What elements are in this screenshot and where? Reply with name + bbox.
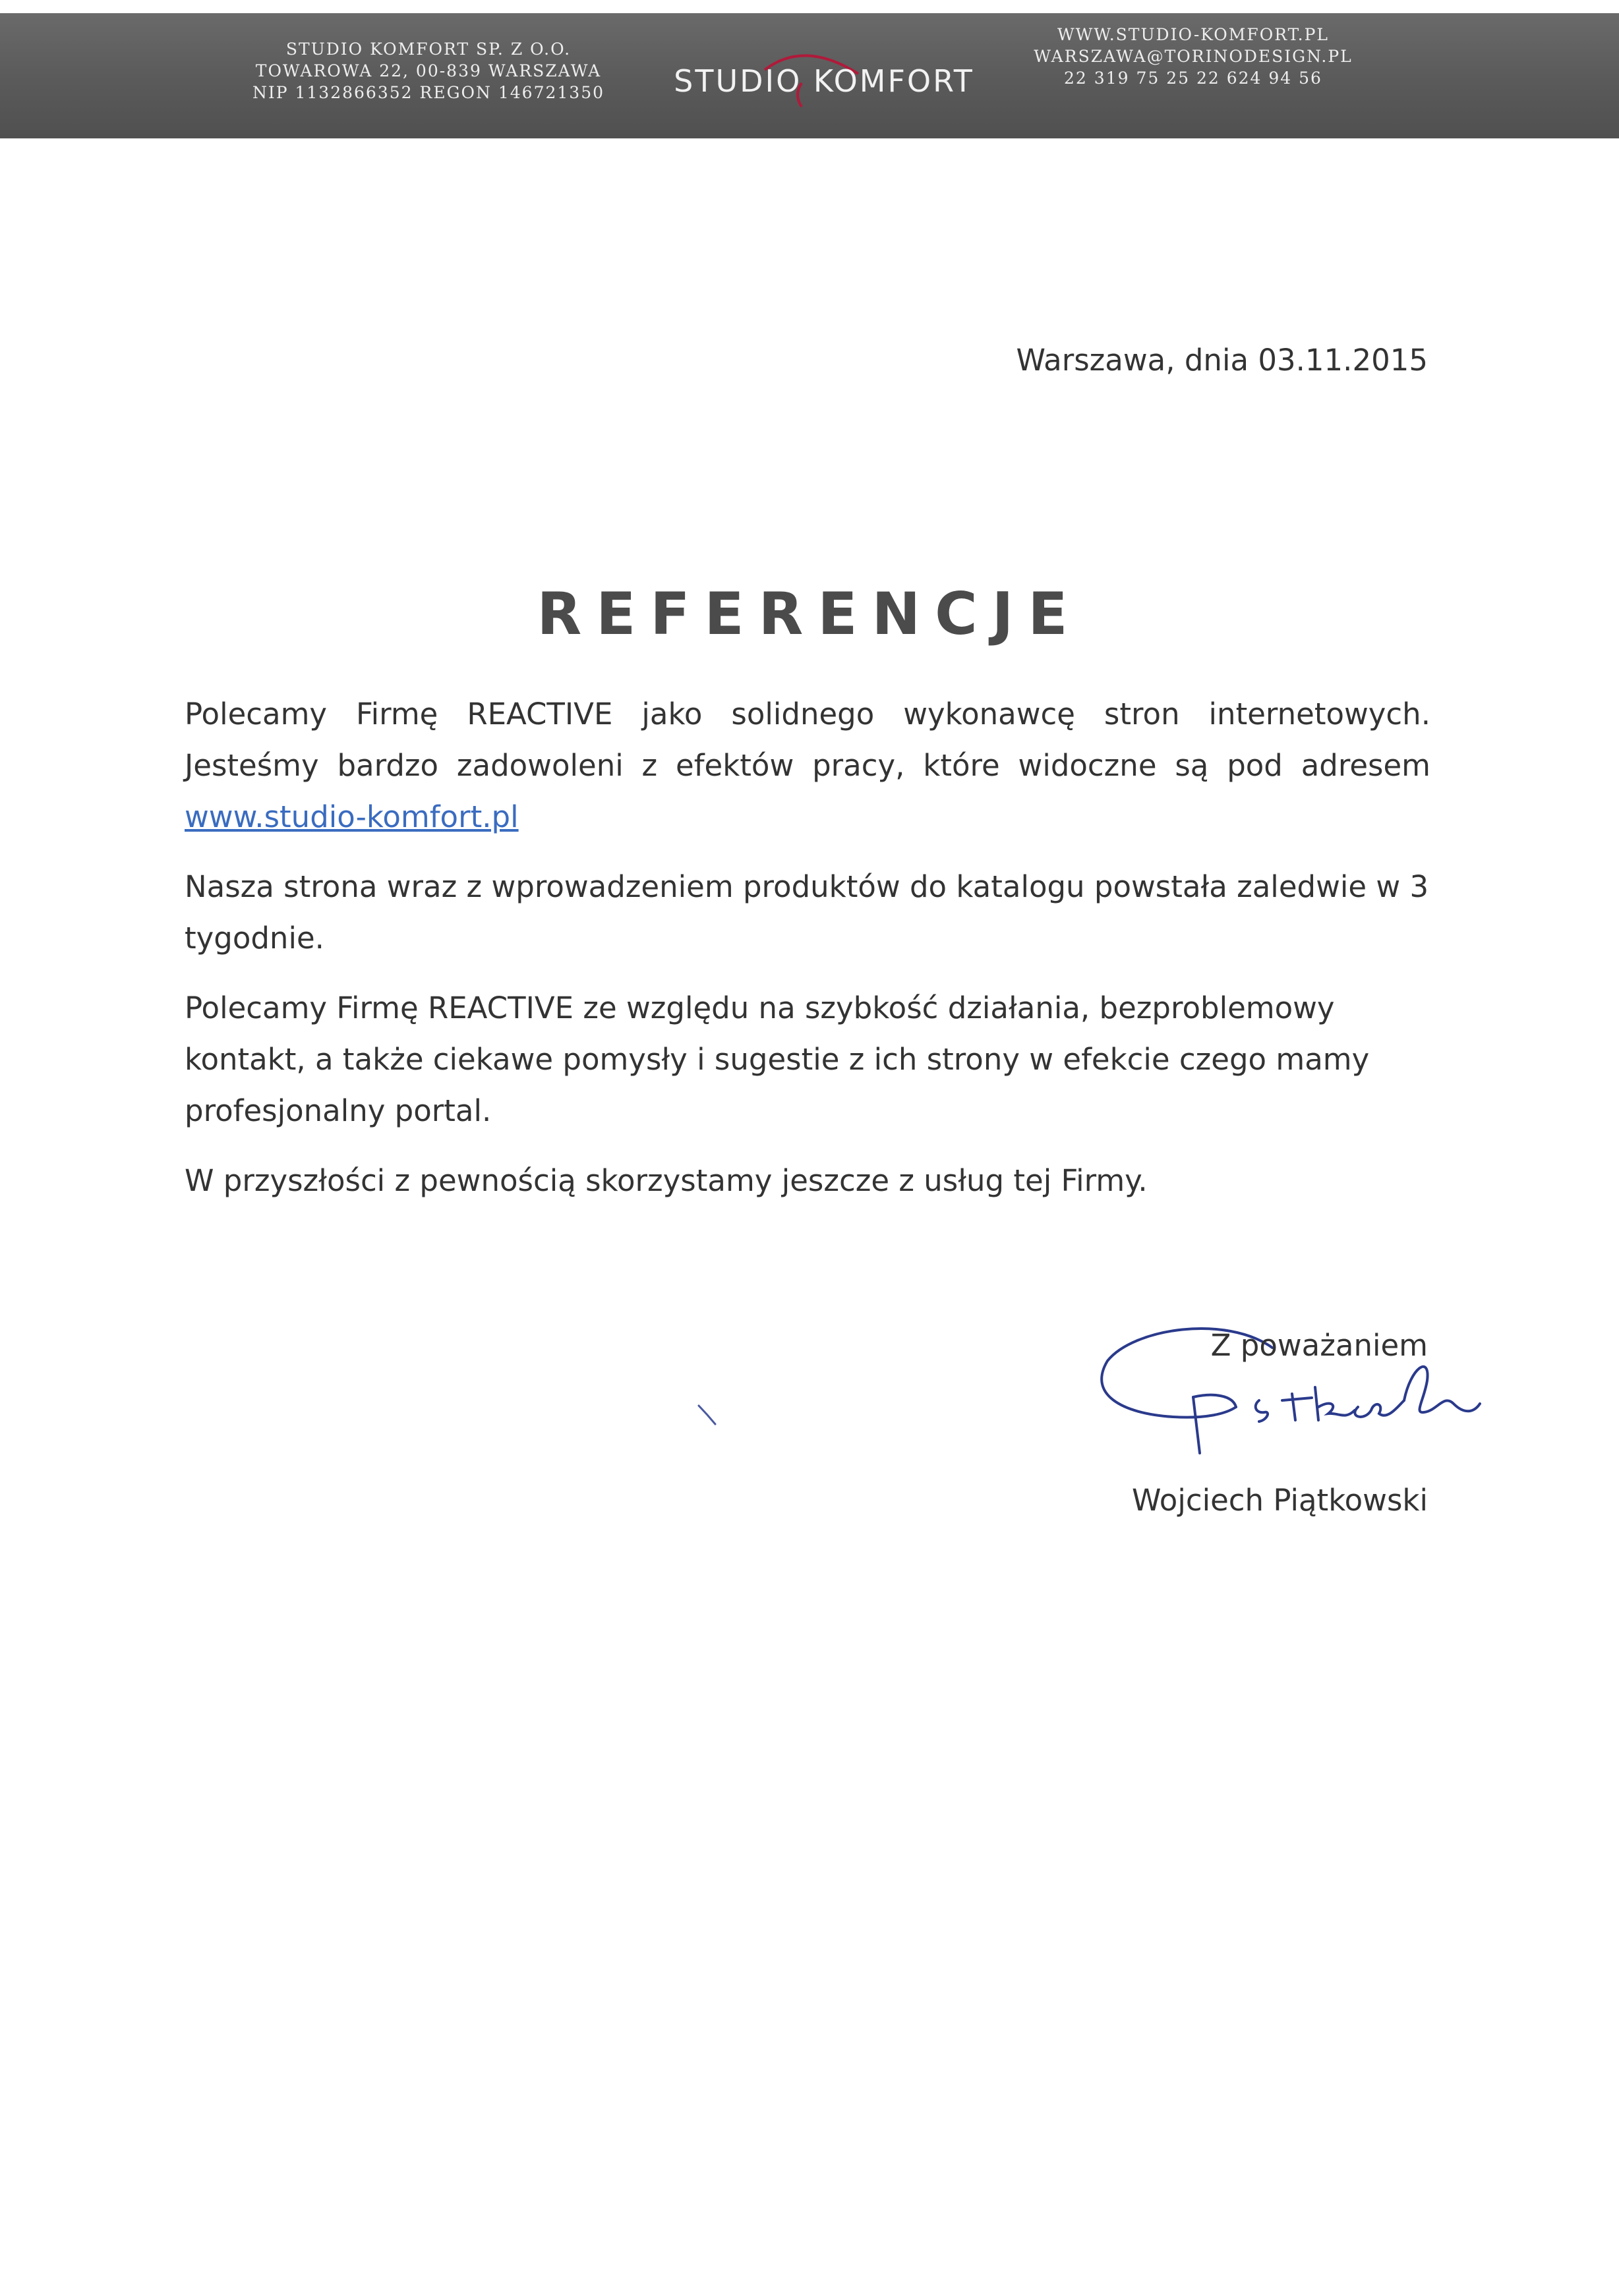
company-phones: 22 319 75 25 22 624 94 56 xyxy=(1064,69,1322,88)
paragraph-1-text: Polecamy Firmę REACTIVE jako solidnego wykonawcę stron internetowych. Jesteśmy bardzo zadowoleni z efektów pracy, które widoczne są pod adresem xyxy=(185,697,1430,783)
website-link[interactable]: www.studio-komfort.pl xyxy=(185,799,519,834)
studio-komfort-logo xyxy=(672,43,976,109)
signer-name: Wojciech Piątkowski xyxy=(1131,1483,1428,1518)
letter-body xyxy=(185,689,1430,1225)
letter-title: REFERENCJE xyxy=(537,580,1082,648)
company-street: TOWAROWA 22, 00-839 WARSZAWA xyxy=(255,61,602,80)
letter-date: Warszawa, dnia 03.11.2015 xyxy=(1016,343,1428,378)
company-contact-block xyxy=(1009,24,1378,89)
logo-text: STUDIO KOMFORT xyxy=(674,63,974,99)
paragraph-2: Nasza strona wraz z wprowadzeniem produktów do katalogu powstała zaledwie w 3 tygodnie. xyxy=(185,869,1429,956)
closing-salutation: Z poważaniem xyxy=(1210,1328,1428,1363)
company-website: WWW.STUDIO-KOMFORT.PL xyxy=(1057,25,1329,44)
paragraph-3: Polecamy Firmę REACTIVE ze względu na szybkość działania, bezproblemowy kontakt, a także ciekawe pomysły i sugestie z ich strony w efekcie czego mamy profesjonalny portal. xyxy=(185,990,1370,1128)
company-registration: NIP 1132866352 REGON 146721350 xyxy=(252,83,605,102)
pen-mark-icon xyxy=(695,1400,728,1433)
company-address-block xyxy=(218,38,639,103)
company-email: WARSZAWA@TORINODESIGN.PL xyxy=(1034,47,1353,66)
paragraph-4: W przyszłości z pewnością skorzystamy jeszcze z usług tej Firmy. xyxy=(185,1163,1148,1198)
paragraph-1 xyxy=(185,689,1430,843)
company-name: STUDIO KOMFORT SP. Z O.O. xyxy=(285,40,572,59)
letterhead xyxy=(0,13,1619,138)
